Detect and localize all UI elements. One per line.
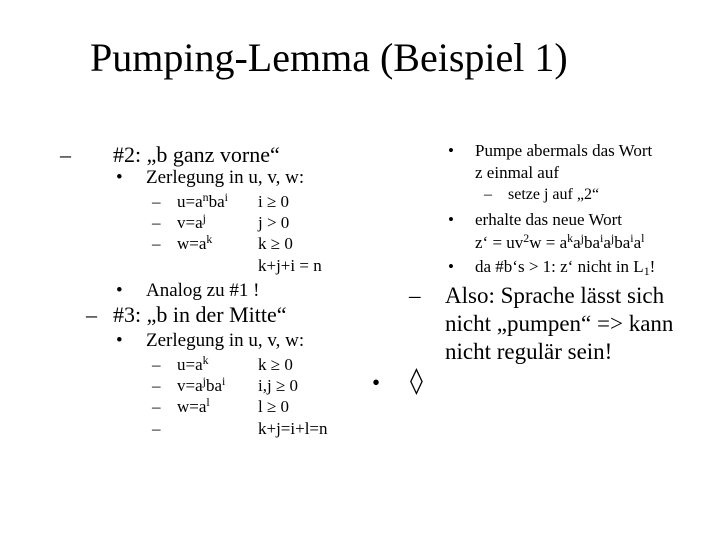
case2-row-v-constraint: j > 0 bbox=[258, 213, 290, 232]
conclusion-line-2: nicht „pumpen“ => kann bbox=[445, 311, 674, 336]
case3-sum-constraint: k+j=i+l=n bbox=[258, 419, 328, 438]
end-diamond-icon: ◊ bbox=[410, 366, 423, 396]
case3-row-v: $v=a^jba^i$ bbox=[177, 374, 226, 395]
new-word-formula: z‘ = $uv^2w = a^ka^jba^ia^jba^ia^l$ bbox=[475, 231, 645, 252]
case2-row-dash: – bbox=[152, 192, 161, 211]
case3-bullet: • bbox=[116, 330, 123, 351]
pump-line-1: Pumpe abermals das Wort bbox=[475, 141, 653, 160]
case3-row-v-constraint: i,j ≥ 0 bbox=[258, 376, 299, 395]
new-word-line-1: erhalte das neue Wort bbox=[475, 210, 623, 229]
end-bullet: • bbox=[372, 370, 381, 395]
conclusion-dash: – bbox=[409, 283, 421, 308]
case2-analog: Analog zu #1 ! bbox=[146, 280, 260, 301]
case2-row-dash: – bbox=[152, 234, 161, 253]
case2-sum-constraint: k+j+i = n bbox=[258, 256, 322, 275]
case3-row-dash: – bbox=[152, 397, 161, 416]
case2-row-u-constraint: i ≥ 0 bbox=[258, 192, 290, 211]
case2-row-dash: – bbox=[152, 213, 161, 232]
case3-dash: – bbox=[86, 302, 97, 327]
conclusion-line-3: nicht regulär sein! bbox=[445, 339, 613, 364]
page-title: Pumping-Lemma (Beispiel 1) bbox=[90, 35, 568, 80]
case2-decomposition: Zerlegung in u, v, w: bbox=[146, 167, 305, 188]
sub-item-dash: – bbox=[484, 186, 492, 203]
case3-row-dash: – bbox=[152, 355, 161, 374]
case2-row-u: $u=a^nba^i$ bbox=[177, 190, 228, 211]
case2-row-w: $w=a^k$ bbox=[177, 232, 213, 253]
case3-row-w-constraint: l ≥ 0 bbox=[258, 397, 290, 416]
case2-bullet: • bbox=[116, 167, 123, 188]
conclusion-line-1: Also: Sprache lässt sich bbox=[445, 283, 665, 308]
case2-row-v: $v=a^j$ bbox=[177, 211, 206, 232]
pump-bullet: • bbox=[448, 141, 454, 160]
case3-row-u-constraint: k ≥ 0 bbox=[258, 355, 293, 374]
case3-row-u: $u=a^k$ bbox=[177, 353, 209, 374]
case3-decomposition: Zerlegung in u, v, w: bbox=[146, 330, 305, 351]
pump-line-2: z einmal auf bbox=[475, 163, 560, 182]
sub-item-set-j: setze j auf „2“ bbox=[508, 186, 600, 203]
new-word-bullet: • bbox=[448, 210, 454, 229]
count-line: da #b‘s > 1: z‘ nicht in $L_1$! bbox=[475, 257, 656, 278]
case3-heading: #3: „b in der Mitte“ bbox=[113, 302, 287, 327]
case3-row-dash: – bbox=[152, 419, 161, 438]
case3-row-dash: – bbox=[152, 376, 161, 395]
case2-heading: #2: „b ganz vorne“ bbox=[113, 142, 280, 167]
case3-row-w: $w=a^l$ bbox=[177, 395, 210, 416]
case2-dash: – bbox=[60, 142, 71, 167]
case2-row-w-constraint: k ≥ 0 bbox=[258, 234, 293, 253]
count-bullet: • bbox=[448, 257, 454, 276]
case2-analog-bullet: • bbox=[116, 280, 123, 301]
